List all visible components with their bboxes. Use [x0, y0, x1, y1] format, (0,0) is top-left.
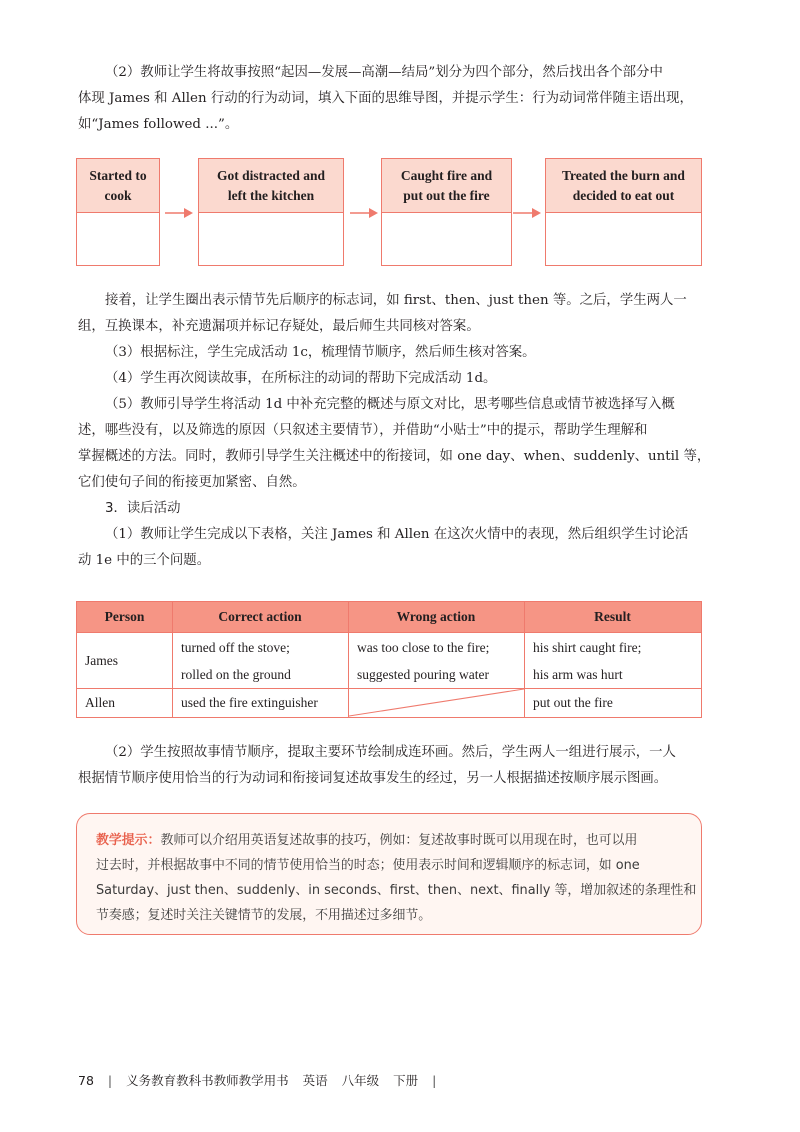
james-result-2: his arm was hurt: [533, 667, 623, 682]
page-number: 78: [78, 1073, 94, 1088]
arrow-icon: [350, 207, 378, 219]
flow-box-2: [198, 158, 344, 266]
book-volume: 下册: [393, 1073, 419, 1088]
paragraph-markers: [78, 288, 711, 574]
flow-box-1: [76, 158, 160, 266]
flow-box-1-heading: [77, 159, 159, 213]
intro-line-1: （2）教师让学生将故事按照“起因—发展—高潮—结局”划分为四个部分，然后找出各个部分中: [105, 65, 663, 80]
p6-line-1: （1）教师让学生完成以下表格，关注 James 和 Allen 在这次火情中的表现，然后组织学生讨论活: [105, 527, 689, 542]
intro-line-3: 如“James followed ...”。: [78, 117, 239, 132]
flow-box-1-line1: Started to: [89, 167, 147, 183]
james-wrong-2: suggested pouring water: [357, 667, 489, 682]
footer-divider: |: [107, 1073, 113, 1088]
intro-paragraph: [78, 60, 706, 138]
flow-box-3-line1: Caught fire and: [400, 167, 493, 183]
james-result-1: his shirt caught fire;: [533, 640, 642, 655]
header-wrong-action: Wrong action: [396, 609, 476, 624]
p5-line-4: 它们使句子间的衔接更加紧密、自然。: [78, 475, 306, 490]
flow-box-4-line2: decided to eat out: [572, 187, 675, 203]
p4-line: （4）学生再次阅读故事，在所标注的动词的帮助下完成活动 1d。: [105, 371, 497, 386]
allen-person: Allen: [85, 695, 115, 710]
book-subject: 英语: [302, 1073, 328, 1088]
p5-line-1: （5）教师引导学生将活动 1d 中补充完整的概述与原文对比，思考哪些信息或情节被选择写入概: [105, 397, 675, 412]
tip-line-2: 过去时，并根据故事中不同的情节使用恰当的时态；使用表示时间和逻辑顺序的标志词，如 one: [96, 858, 640, 873]
paragraph-comic: [78, 740, 706, 792]
flow-box-3: [381, 158, 512, 266]
james-correct-2: rolled on the ground: [181, 667, 291, 682]
allen-wrong-empty-cell: [349, 689, 524, 717]
tip-line-1: 教师可以介绍用英语复述故事的技巧，例如：复述故事时既可以用现在时，也可以用: [160, 833, 638, 848]
arrow-icon: [165, 207, 193, 219]
p5-line-2: 述，哪些没有，以及筛选的原因（只叙述主要情节），并借助“小贴士”中的提示，帮助学生理解和: [78, 423, 648, 438]
p7-line-2: 根据情节顺序使用恰当的行为动词和衔接词复述故事发生的经过，另一人根据描述按顺序展示图画。: [78, 771, 668, 786]
footer-divider: |: [432, 1073, 437, 1088]
header-correct-action: Correct action: [218, 609, 302, 624]
p5-line-3: 掌握概述的方法。同时，教师引导学生关注概述中的衔接词，如 one day、when、suddenly、until 等，: [78, 449, 711, 464]
p1-line-1: 接着，让学生圈出表示情节先后顺序的标志词，如 first、then、just then 等。之后，学生两人一: [105, 293, 687, 308]
teaching-tip-box: [76, 813, 702, 935]
james-correct-1: turned off the stove;: [181, 640, 290, 655]
header-result: Result: [594, 609, 631, 624]
p7-line-1: （2）学生按照故事情节顺序，提取主要环节绘制成连环画。然后，学生两人一组进行展示，一人: [105, 745, 676, 760]
p6-line-2: 动 1e 中的三个问题。: [78, 553, 211, 568]
flow-box-1-line2: cook: [104, 187, 132, 203]
tip-line-3: Saturday、just then、suddenly、in seconds、first、then、next、finally 等，增加叙述的条理性和: [96, 883, 697, 898]
tip-line-4: 节奏感；复述时关注关键情节的发展，不用描述过多细节。: [96, 908, 432, 923]
intro-line-2: 体现 James 和 Allen 行动的行为动词，填入下面的思维导图，并提示学生：行为动词常伴随主语出现，: [78, 91, 693, 106]
book-title: 义务教育教科书教师教学用书: [126, 1073, 289, 1088]
flow-box-4-heading: [546, 159, 701, 213]
james-person: James: [85, 653, 118, 668]
teaching-tip-label: 教学提示：: [96, 833, 161, 848]
arrow-icon: [513, 207, 541, 219]
performance-table: [76, 601, 702, 718]
flow-box-3-line2: put out the fire: [403, 187, 490, 203]
flow-box-4-line1: Treated the burn and: [562, 167, 685, 183]
page-footer: [78, 1071, 446, 1089]
allen-result: put out the fire: [533, 695, 613, 710]
flow-box-2-line1: Got distracted and: [217, 167, 325, 183]
p3-line: （3）根据标注，学生完成活动 1c，梳理情节顺序，然后师生核对答案。: [105, 345, 536, 360]
flow-box-2-line2: left the kitchen: [227, 187, 315, 203]
flow-box-2-heading: [199, 159, 343, 213]
plot-mind-map: [76, 158, 704, 268]
teaching-tip-text: [96, 828, 697, 928]
header-person: Person: [104, 609, 145, 624]
james-wrong-1: was too close to the fire;: [357, 640, 490, 655]
table-header-row: [77, 602, 701, 633]
section-heading: 3．读后活动: [105, 501, 181, 516]
flow-box-4: [545, 158, 702, 266]
book-grade: 八年级: [341, 1073, 380, 1088]
p1-line-2: 组，互换课本，补充遗漏项并标记存疑处，最后师生共同核对答案。: [78, 319, 480, 334]
allen-correct: used the fire extinguisher: [181, 695, 318, 710]
flow-box-3-heading: [382, 159, 511, 213]
